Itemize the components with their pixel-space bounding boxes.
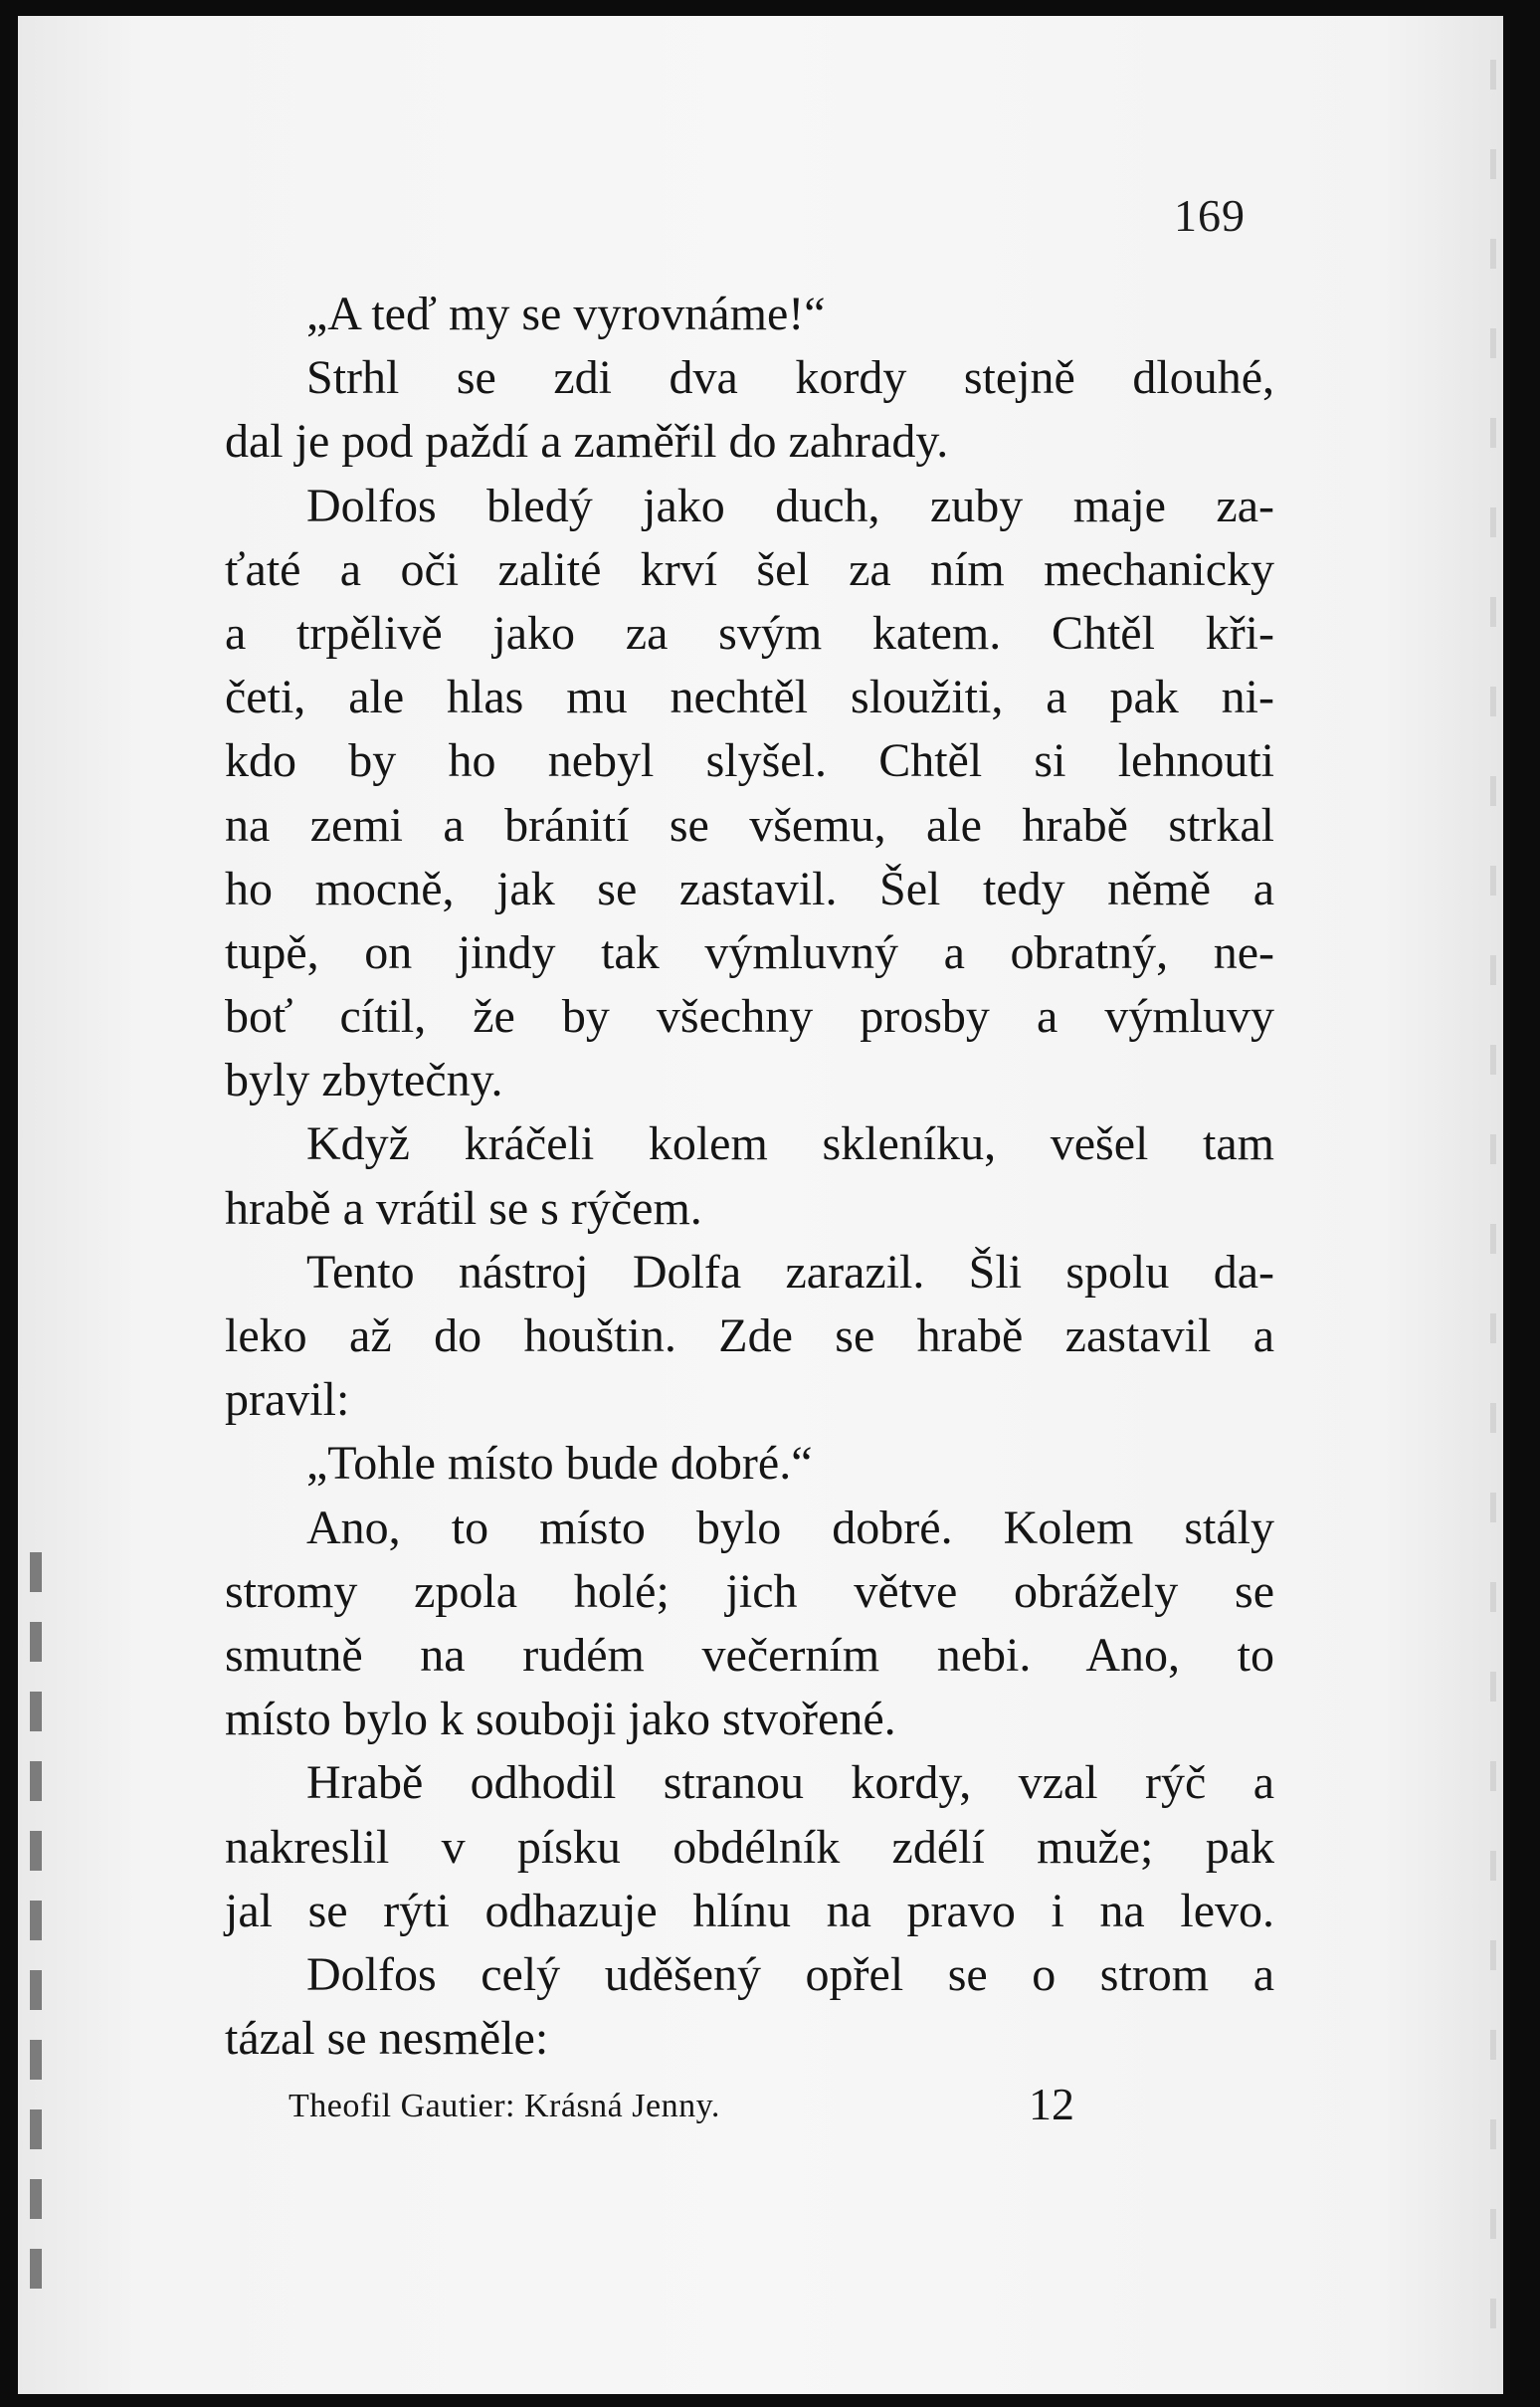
- text-line: na zemi a bránití se všemu, ale hrabě strkal: [225, 798, 1274, 852]
- footer-signature-mark: 12: [1029, 2079, 1074, 2129]
- text-line: četi, ale hlas mu nechtěl sloužiti, a pak ni-: [225, 671, 1274, 724]
- text-line: tázal se nesměle:: [225, 2012, 549, 2066]
- text-line: místo bylo k souboji jako stvořené.: [225, 1693, 896, 1746]
- text-line: Ano, to místo bylo dobré. Kolem stály: [306, 1501, 1274, 1554]
- text-line: Hrabě odhodil stranou kordy, vzal rýč a: [306, 1756, 1274, 1810]
- page-edge-shading: [1490, 60, 1496, 2348]
- footer-book-title: Theofil Gautier: Krásná Jenny.: [289, 2088, 720, 2124]
- text-line: leko až do houštin. Zde se hrabě zastavil a: [225, 1309, 1274, 1362]
- body-text: [225, 283, 1274, 2071]
- text-line: ho mocně, jak se zastavil. Šel tedy němě a: [225, 862, 1274, 915]
- text-line: Dolfos bledý jako duch, zuby maje za-: [306, 479, 1274, 532]
- text-line: smutně na rudém večerním nebi. Ano, to: [225, 1628, 1274, 1682]
- text-line: ťaté a oči zalité krví šel za ním mechanicky: [225, 542, 1274, 596]
- text-line: pravil:: [225, 1373, 350, 1427]
- binding-edge-shadow: [30, 1552, 42, 2308]
- page-footer: [289, 2078, 1084, 2137]
- text-line: a trpělivě jako za svým katem. Chtěl kři-: [225, 606, 1274, 660]
- text-line: Strhl se zdi dva kordy stejně dlouhé,: [306, 351, 1274, 405]
- text-line: „Tohle místo bude dobré.“: [306, 1437, 813, 1491]
- text-line: dal je pod paždí a zaměřil do zahrady.: [225, 415, 949, 469]
- text-line: tupě, on jindy tak výmluvný a obratný, ne-: [225, 925, 1274, 979]
- text-line: nakreslil v písku obdélník zdélí muže; pak: [225, 1820, 1274, 1874]
- text-line: hrabě a vrátil se s rýčem.: [225, 1181, 702, 1235]
- text-line: jal se rýti odhazuje hlínu na pravo i na levo.: [225, 1884, 1274, 1937]
- text-line: Když kráčeli kolem skleníku, vešel tam: [306, 1117, 1274, 1171]
- text-line: stromy zpola holé; jich větve obrážely se: [225, 1564, 1274, 1618]
- page-number: 169: [1174, 190, 1246, 241]
- text-line: Dolfos celý uděšený opřel se o strom a: [306, 1947, 1274, 2001]
- text-line: boť cítil, že by všechny prosby a výmluvy: [225, 990, 1274, 1044]
- text-line: „A teď my se vyrovnáme!“: [306, 288, 826, 340]
- text-line: Tento nástroj Dolfa zarazil. Šli spolu da-: [306, 1245, 1274, 1299]
- text-line: byly zbytečny.: [225, 1054, 503, 1107]
- text-line: kdo by ho nebyl slyšel. Chtěl si lehnouti: [225, 734, 1274, 788]
